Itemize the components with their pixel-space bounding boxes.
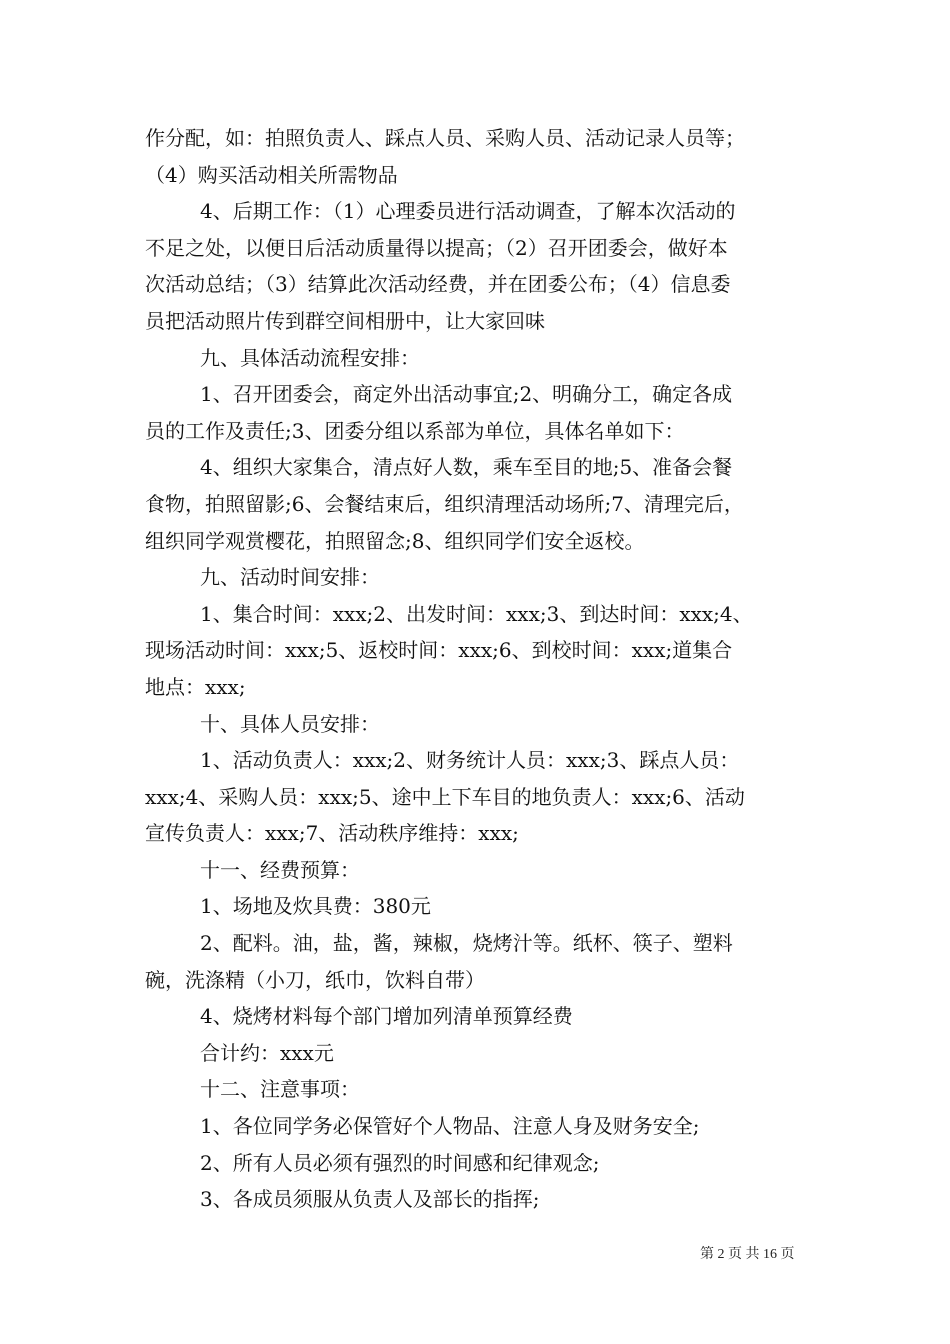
text-line: 碗，洗涤精（小刀，纸巾，饮料自带）	[145, 967, 485, 992]
text-line: 1、场地及炊具费：380元	[200, 894, 431, 919]
text-line: 十二、注意事项：	[200, 1077, 360, 1102]
text-line: 九、活动时间安排：	[200, 565, 380, 590]
text-line: 4、组织大家集合，清点好人数，乘车至目的地;5、准备会餐	[200, 455, 733, 480]
text-line: 食物，拍照留影;6、会餐结束后，组织清理活动场所;7、清理完后，	[145, 491, 744, 516]
text-line: 员把活动照片传到群空间相册中，让大家回味	[145, 308, 545, 333]
text-line: 现场活动时间：xxx;5、返校时间：xxx;6、到校时间：xxx;道集合	[145, 638, 733, 663]
text-line: 组织同学观赏樱花，拍照留念;8、组织同学们安全返校。	[145, 528, 645, 553]
page-number-footer: 第 2 页 共 16 页	[700, 1247, 795, 1262]
text-line: 1、集合时间：xxx;2、出发时间：xxx;3、到达时间：xxx;4、	[200, 601, 753, 626]
text-line: 地点：xxx;	[145, 674, 246, 699]
text-line: 2、配料。油，盐，酱，辣椒，烧烤汁等。纸杯、筷子、塑料	[200, 931, 733, 956]
text-line: 宣传负责人：xxx;7、活动秩序维持：xxx;	[145, 821, 519, 846]
text-line: 1、各位同学务必保管好个人物品、注意人身及财务安全;	[200, 1114, 700, 1139]
text-line: 合计约：xxx元	[200, 1040, 334, 1065]
text-line: 作分配，如：拍照负责人、踩点人员、采购人员、活动记录人员等；	[145, 126, 745, 150]
text-line: 4、烧烤材料每个部门增加列清单预算经费	[200, 1004, 573, 1029]
text-line: 十、具体人员安排：	[200, 711, 380, 736]
text-line: xxx;4、采购人员：xxx;5、途中上下车目的地负责人：xxx;6、活动	[145, 784, 745, 809]
text-line: 九、具体活动流程安排：	[200, 345, 420, 370]
document-body	[145, 120, 815, 1218]
text-line: 3、各成员须服从负责人及部长的指挥;	[200, 1187, 540, 1212]
text-line: 员的工作及责任;3、团委分组以系部为单位，具体名单如下：	[145, 418, 685, 443]
text-line: 1、召开团委会，商定外出活动事宜;2、明确分工，确定各成	[200, 382, 733, 407]
text-line: 十一、经费预算：	[200, 857, 360, 882]
text-line: 1、活动负责人：xxx;2、财务统计人员：xxx;3、踩点人员：	[200, 748, 740, 773]
text-line: 不足之处，以便日后活动质量得以提高；（2）召开团委会，做好本	[145, 235, 728, 260]
text-line: 4、后期工作：（1）心理委员进行活动调查，了解本次活动的	[200, 199, 736, 224]
text-line: 2、所有人员必须有强烈的时间感和纪律观念;	[200, 1150, 600, 1175]
text-line: 次活动总结；（3）结算此次活动经费，并在团委公布；（4）信息委	[145, 272, 731, 297]
text-line: （4）购买活动相关所需物品	[145, 162, 398, 187]
